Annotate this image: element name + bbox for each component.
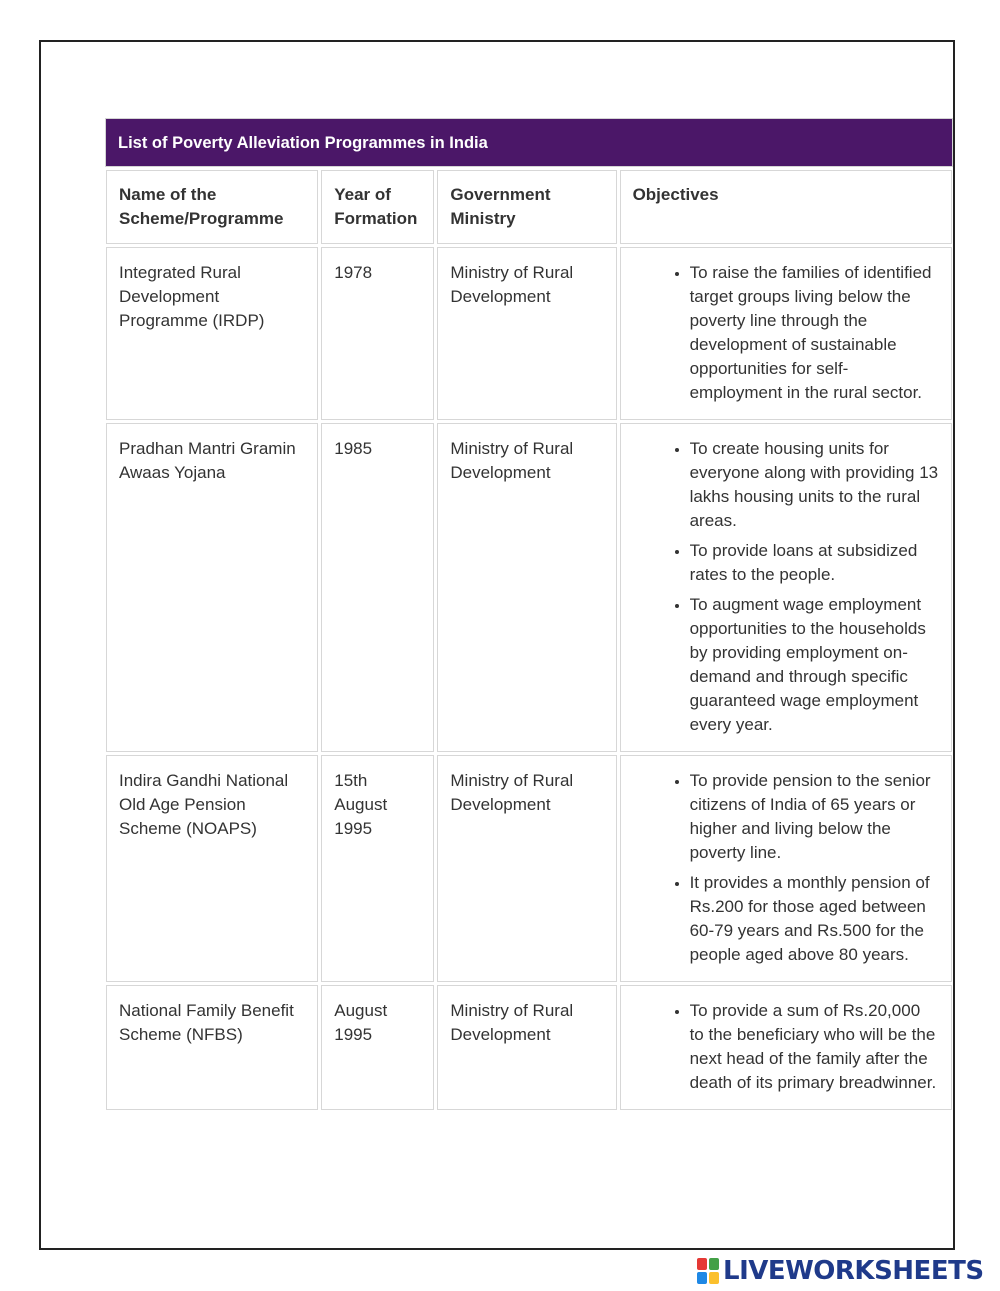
logo-text: LIVEWORKSHEETS [723,1256,984,1286]
objective-item: • To raise the families of identified target groups living below the poverty line through the development of sustainable opportunities for self-employment in the rural sector. [690,261,939,405]
header-year: Year of Formation [321,170,434,244]
objective-item: • To create housing units for everyone along with providing 13 lakhs housing units to the rural areas. [690,437,939,533]
objective-item: • To provide loans at subsidized rates to the people. [690,539,939,587]
cell-year: 1978 [321,247,434,420]
table-title: List of Poverty Alleviation Programmes in India [105,118,953,167]
objective-item: • To provide a sum of Rs.20,000 to the beneficiary who will be the next head of the family after the death of its primary breadwinner. [690,999,939,1095]
cell-year: 15th August 1995 [321,755,434,982]
header-objectives: Objectives [620,170,952,244]
programmes-table-wrap [103,118,955,1113]
cell-scheme-name: Pradhan Mantri Gramin Awaas Yojana [106,423,318,752]
logo-mark-icon [697,1258,719,1284]
cell-ministry: Ministry of Rural Development [437,247,616,420]
table-row [106,423,952,752]
cell-objectives [620,247,952,420]
cell-objectives [620,985,952,1110]
cell-ministry: Ministry of Rural Development [437,755,616,982]
table-row [106,755,952,982]
cell-year: August 1995 [321,985,434,1110]
cell-objectives [620,755,952,982]
objectives-list [633,999,939,1095]
cell-scheme-name: Indira Gandhi National Old Age Pension Scheme (NOAPS) [106,755,318,982]
header-ministry: Government Ministry [437,170,616,244]
table-row [106,247,952,420]
cell-ministry: Ministry of Rural Development [437,423,616,752]
cell-objectives [620,423,952,752]
objectives-list [633,261,939,405]
table-row [106,985,952,1110]
table-header-row [106,170,952,244]
programmes-table [103,167,955,1113]
cell-scheme-name: Integrated Rural Development Programme (IRDP) [106,247,318,420]
cell-scheme-name: National Family Benefit Scheme (NFBS) [106,985,318,1110]
objective-item: • It provides a monthly pension of Rs.200 for those aged between 60-79 years and Rs.500 for the people aged above 80 years. [690,871,939,967]
objectives-list [633,769,939,967]
cell-year: 1985 [321,423,434,752]
objective-item: • To provide pension to the senior citizens of India of 65 years or higher and living below the poverty line. [690,769,939,865]
liveworksheets-logo [697,1253,984,1289]
cell-ministry: Ministry of Rural Development [437,985,616,1110]
objective-item: • To augment wage employment opportunities to the households by providing employment on-demand and through specific guaranteed wage employment every year. [690,593,939,737]
header-scheme: Name of the Scheme/Programme [106,170,318,244]
objectives-list [633,437,939,737]
